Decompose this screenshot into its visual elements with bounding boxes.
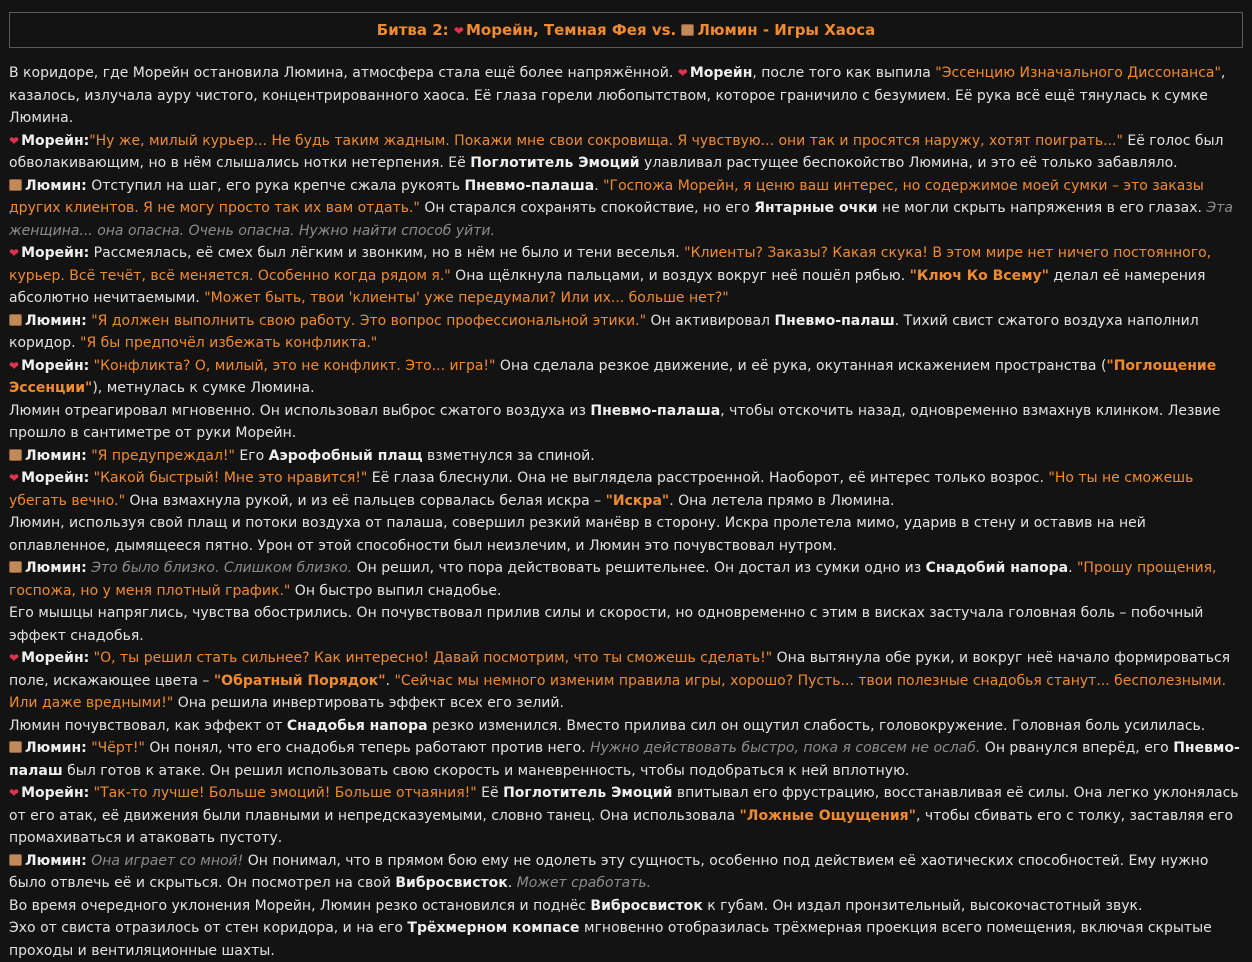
story-paragraph bbox=[9, 737, 1243, 782]
ability-name: "Обратный Порядок" bbox=[213, 672, 386, 689]
dialogue-quote: "Какой быстрый! Мне это нравится!" bbox=[93, 470, 368, 486]
narration-text: впитывал его фрустрацию, восстанавливая её силы. Она легко уклонялась от его атак, её движения были плавными и непредсказуемыми, словно танец. Она использовала bbox=[9, 785, 1239, 824]
story-paragraph bbox=[9, 445, 1243, 468]
dialogue-quote: "Но ты не сможешь убегать вечно." bbox=[9, 470, 1194, 509]
narration-text: к губам. Он издал пронзительный, высокочастотный звук. bbox=[702, 897, 1143, 914]
narration-text: Он понял, что его снадобья теперь работают против него. bbox=[144, 740, 591, 756]
inner-thought: Нужно действовать быстро, пока я совсем не ослаб. bbox=[590, 740, 981, 756]
item-name: Вибросвисток bbox=[395, 875, 508, 891]
narration-text: Он быстро выпил снадобье. bbox=[290, 582, 502, 599]
narration-text: улавливал растущее беспокойство Люмина, и это её только забавляло. bbox=[639, 155, 1178, 171]
inner-thought: Может сработать. bbox=[516, 875, 652, 891]
dialogue-quote: "Клиенты? Заказы? Какая скука! В этом мире нет ничего постоянного, курьер. Всё течёт, всё меняется. Особенно когда рядом я." bbox=[9, 245, 1212, 284]
narration-text: Его bbox=[234, 447, 269, 464]
dialogue-quote: "Конфликта? О, милый, это не конфликт. Это... игра!" bbox=[93, 357, 496, 374]
speaker-name: Люмин: bbox=[25, 852, 87, 869]
item-name: Трёхмерном компасе bbox=[407, 920, 580, 936]
package-icon bbox=[9, 854, 22, 866]
speaker-name: Люмин: bbox=[25, 560, 87, 576]
narration-text: Люмин отреагировал мгновенно. Он использовал выброс сжатого воздуха из bbox=[9, 402, 591, 419]
narration-text: Она щёлкнула пальцами, и воздух вокруг неё пошёл рябью. bbox=[450, 267, 910, 284]
package-icon bbox=[9, 561, 22, 573]
narration-text: Во время очередного уклонения Морейн, Люмин резко остановился и поднёс bbox=[9, 897, 591, 914]
speaker-name: Люмин: bbox=[25, 177, 87, 194]
story-paragraph bbox=[9, 130, 1243, 175]
narration-text: Эхо от свиста отразилось от стен коридора, и на его bbox=[9, 920, 408, 936]
story-paragraph bbox=[9, 310, 1243, 355]
narration-text: . Она летела прямо в Люмина. bbox=[669, 492, 895, 509]
narration-text: резко изменился. Вместо прилива сил он ощутил слабость, головокружение. Головная боль усилилась. bbox=[427, 717, 1206, 734]
narration-text: мгновенно отобразилась трёхмерная проекция всего помещения, включая скрытые проходы и вентиляционные шахты. bbox=[9, 920, 1212, 959]
narration-text: Она сделала резкое движение, и её рука, окутанная искажением пространства ( bbox=[495, 357, 1107, 374]
speaker-name: Морейн: bbox=[21, 132, 90, 149]
ability-name: "Поглощение Эссенции" bbox=[9, 357, 1217, 396]
ability-name: "Искра" bbox=[605, 492, 670, 509]
battle-title bbox=[9, 12, 1243, 48]
narration-text: . bbox=[507, 875, 517, 891]
story-paragraph bbox=[9, 715, 1243, 738]
narration-text: Он понимал, что в прямом бою ему не одолеть эту сущность, особенно под действием её хаотических способностей. Ему нужно было отвлечь её и скрыться. Он посмотрел на свой bbox=[9, 852, 1209, 891]
story-paragraph bbox=[9, 895, 1243, 918]
narration-text: . Тихий свист сжатого воздуха наполнил коридор. bbox=[9, 312, 1199, 351]
broken-heart-icon: ❤ bbox=[453, 24, 464, 38]
item-name: Пневмо-палаш bbox=[774, 312, 895, 329]
item-name: Поглотитель Эмоций bbox=[503, 785, 673, 801]
package-icon bbox=[9, 741, 22, 753]
ability-name: "Ключ Ко Всему" bbox=[909, 267, 1049, 284]
narration-text: , чтобы отскочить назад, одновременно взмахнув клинком. Лезвие прошло в сантиметре от руки Морейн. bbox=[9, 402, 1221, 441]
narration-text: , чтобы сбивать его с толку, заставляя его промахиваться и атаковать пустоту. bbox=[9, 807, 1234, 846]
story-text bbox=[9, 62, 1243, 962]
narration-text: был готов к атаке. Он решил использовать свою скорость и маневренность, чтобы подобраться к ней вплотную. bbox=[62, 762, 910, 779]
speaker-name: Морейн: bbox=[21, 785, 90, 801]
narration-text: , казалось, излучала ауру чистого, концентрированного хаоса. Её глаза горели любопытством, которое граничило с безумием. Её рука всё ещё тянулась к сумке Люмина. bbox=[9, 65, 1226, 126]
item-name: Пневмо-палаша bbox=[590, 402, 721, 419]
item-name: Пневмо-палаша bbox=[464, 177, 595, 194]
narration-text: . bbox=[385, 672, 395, 689]
title-morein: Морейн, Темная Фея bbox=[465, 21, 647, 39]
inner-thought: Она играет со мной! bbox=[91, 852, 244, 869]
title-prefix: Битва 2: bbox=[376, 21, 454, 39]
story-paragraph bbox=[9, 400, 1243, 445]
speaker-name: Морейн: bbox=[21, 470, 90, 486]
speaker-name: Морейн: bbox=[21, 650, 90, 666]
item-name: Вибросвисток bbox=[590, 897, 703, 914]
speaker-name: Морейн: bbox=[21, 357, 90, 374]
dialogue-quote: "Я должен выполнить свою работу. Это вопрос профессиональной этики." bbox=[91, 312, 647, 329]
speaker-name: Морейн: bbox=[21, 245, 90, 261]
dialogue-quote: "Эссенцию Изначального Диссонанса" bbox=[935, 65, 1221, 81]
narration-text: Его мышцы напряглись, чувства обострились. Он почувствовал прилив силы и скорости, но одновременно с этим в висках застучала головная боль – побочный эффект снадобья. bbox=[9, 605, 1204, 644]
inner-thought: Эта женщина... она опасна. Очень опасна. Нужно найти способ уйти. bbox=[9, 200, 1233, 239]
narration-text: , после того как выпила bbox=[752, 65, 936, 81]
narration-text: ), метнулась к сумке Люмина. bbox=[92, 380, 315, 396]
broken-heart-icon: ❤ bbox=[677, 66, 688, 80]
story-paragraph bbox=[9, 355, 1243, 400]
title-lumin: Люмин - Игры Хаоса bbox=[697, 21, 876, 39]
item-name: Морейн bbox=[689, 65, 753, 81]
narration-text: Люмин, используя свой плащ и потоки воздуха от палаша, совершил резкий манёвр в сторону. Искра пролетела мимо, ударив в стену и оставив на ней оплавленное, дымящееся пятно. Урон от этой способности был неизлечим, и Люмин это почувствовал нутром. bbox=[9, 515, 1146, 554]
speaker-name: Люмин: bbox=[25, 312, 87, 329]
dialogue-quote: "Я бы предпочёл избежать конфликта." bbox=[80, 335, 378, 351]
item-name: Аэрофобный плащ bbox=[268, 447, 423, 464]
broken-heart-icon: ❤ bbox=[9, 471, 20, 485]
dialogue-quote: "Ну же, милый курьер... Не будь таким жадным. Покажи мне свои сокровища. Я чувствую... они так и просятся наружу, хотят поиграть..." bbox=[89, 132, 1123, 149]
narration-text: Он решил, что пора действовать решительнее. Он достал из сумки одно из bbox=[352, 560, 926, 576]
narration-text: Она взмахнула рукой, и из её пальцев сорвалась белая искра – bbox=[125, 492, 606, 509]
broken-heart-icon: ❤ bbox=[9, 786, 20, 800]
item-name: Поглотитель Эмоций bbox=[470, 155, 640, 171]
item-name: Пневмо-палаш bbox=[9, 740, 1240, 779]
story-paragraph bbox=[9, 62, 1243, 130]
package-icon bbox=[9, 449, 22, 461]
item-name: Снадобья напора bbox=[286, 717, 428, 734]
narration-text: Её bbox=[476, 785, 504, 801]
broken-heart-icon: ❤ bbox=[9, 133, 20, 148]
story-paragraph bbox=[9, 512, 1243, 557]
inner-thought: Это было близко. Слишком близко. bbox=[91, 560, 353, 576]
dialogue-quote: "О, ты решил стать сильнее? Как интересно! Давай посмотрим, что ты сможешь сделать!" bbox=[93, 650, 773, 666]
narration-text: делал её намерения абсолютно нечитаемыми. bbox=[9, 267, 1206, 306]
speaker-name: Люмин: bbox=[25, 740, 87, 756]
dialogue-quote: "Так-то лучше! Больше эмоций! Больше отчаяния!" bbox=[93, 785, 477, 801]
story-paragraph bbox=[9, 242, 1243, 310]
narration-text: . bbox=[594, 177, 604, 194]
package-icon bbox=[9, 314, 22, 326]
package-icon bbox=[681, 24, 694, 36]
story-paragraph bbox=[9, 647, 1243, 715]
broken-heart-icon: ❤ bbox=[9, 651, 20, 665]
ability-name: "Ложные Ощущения" bbox=[739, 807, 916, 824]
narration-text: Отступил на шаг, его рука крепче сжала рукоять bbox=[86, 177, 465, 194]
narration-text: Он старался сохранять спокойствие, но его bbox=[419, 200, 755, 216]
speaker-name: Люмин: bbox=[25, 447, 87, 464]
package-icon bbox=[9, 179, 22, 191]
narration-text: Она вытянула обе руки, и вокруг неё начало формироваться поле, искажающее цвета – bbox=[9, 650, 1231, 689]
narration-text: Её голос был обволакивающим, но в нём слышались нотки нетерпения. Её bbox=[9, 132, 1224, 171]
narration-text: Она решила инвертировать эффект всех его зелий. bbox=[173, 695, 564, 711]
narration-text: Рассмеялась, её смех был лёгким и звонким, но в нём не было и тени веселья. bbox=[89, 245, 685, 261]
narration-text: не могли скрыть напряжения в его глазах. bbox=[877, 200, 1207, 216]
dialogue-quote: "Может быть, твои 'клиенты' уже передумали? Или их... больше нет?" bbox=[204, 290, 729, 306]
story-paragraph bbox=[9, 602, 1243, 647]
narration-text: В коридоре, где Морейн остановила Люмина, атмосфера стала ещё более напряжённой. bbox=[9, 65, 678, 81]
story-paragraph bbox=[9, 850, 1243, 895]
story-paragraph bbox=[9, 782, 1243, 850]
broken-heart-icon: ❤ bbox=[9, 358, 20, 373]
broken-heart-icon: ❤ bbox=[9, 246, 20, 260]
story-paragraph bbox=[9, 917, 1243, 962]
narration-text: Он рванулся вперёд, его bbox=[980, 740, 1174, 756]
narration-text: . bbox=[1068, 560, 1077, 576]
narration-text: Он активировал bbox=[646, 312, 775, 329]
dialogue-quote: "Прошу прощения, госпожа, но у меня плотный график." bbox=[9, 560, 1217, 599]
title-vs: vs. bbox=[646, 21, 682, 39]
story-paragraph bbox=[9, 467, 1243, 512]
narration-text: Люмин почувствовал, как эффект от bbox=[9, 717, 287, 734]
narration-text: взметнулся за спиной. bbox=[422, 447, 595, 464]
dialogue-quote: "Я предупреждал!" bbox=[91, 447, 235, 464]
item-name: Янтарные очки bbox=[754, 200, 878, 216]
item-name: Снадобий напора bbox=[925, 560, 1069, 576]
dialogue-quote: "Госпожа Морейн, я ценю ваш интерес, но содержимое моей сумки – это заказы других клиентов. Я не могу просто так их вам отдать." bbox=[9, 177, 1204, 216]
story-paragraph bbox=[9, 175, 1243, 243]
narration-text: Её глаза блеснули. Она не выглядела расстроенной. Наоборот, её интерес только возрос. bbox=[367, 470, 1049, 486]
story-paragraph bbox=[9, 557, 1243, 602]
dialogue-quote: "Чёрт!" bbox=[91, 740, 145, 756]
dialogue-quote: "Сейчас мы немного изменим правила игры, хорошо? Пусть... твои полезные снадобья станут... бесполезными. Или даже вредными!" bbox=[9, 672, 1227, 711]
